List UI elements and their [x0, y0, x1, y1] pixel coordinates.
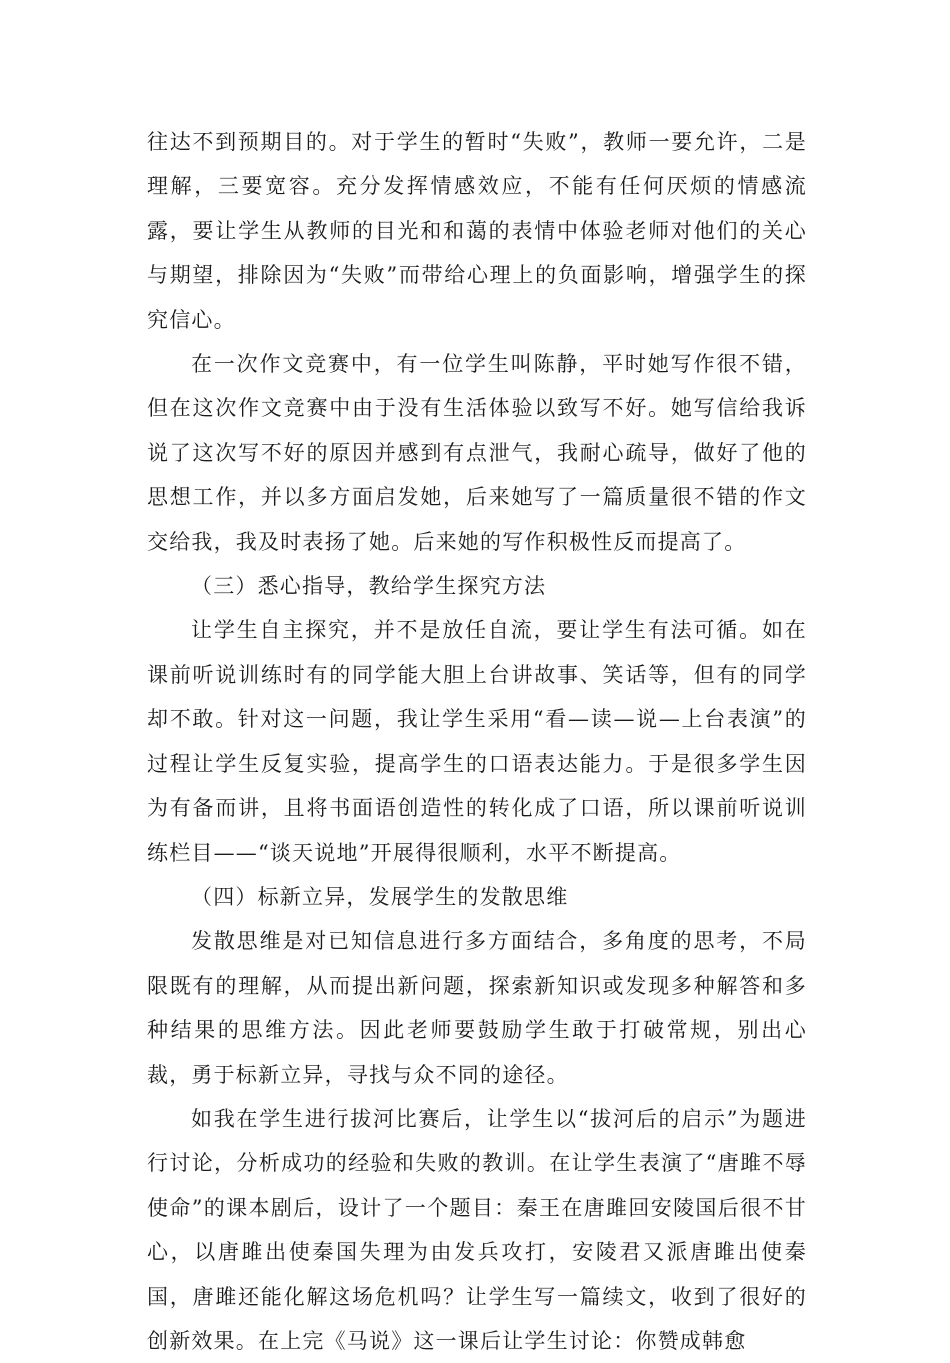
paragraph-guided-inquiry: 让学生自主探究，并不是放任自流，要让学生有法可循。如在课前听说训练时有的同学能大胆上台讲故事、笑话等，但有的同学却不敢。针对这一问题，我让学生采用“看—读—说—上台表演”的过程让学生反复实验，提高学生的口语表达能力。于是很多学生因为有备而讲，且将书面语创造性的转化成了口语，所以课前听说训练栏目——“谈天说地”开展得很顺利，水平不断提高。 — [147, 618, 807, 865]
paragraph-continuation: 往达不到预期目的。对于学生的暂时“失败”，教师一要允许，二是理解，三要宽容。充分发挥情感效应，不能有任何厌烦的情感流露，要让学生从教师的目光和和蔼的表情中体验老师对他们的关心与期望，排除因为“失败”而带给心理上的负面影响，增强学生的探究信心。 — [147, 130, 807, 332]
paragraph-essay-contest: 在一次作文竞赛中，有一位学生叫陈静，平时她写作很不错，但在这次作文竞赛中由于没有生活体验以致写不好。她写信给我诉说了这次写不好的原因并感到有点泄气，我耐心疏导，做好了他的思想工作，并以多方面启发她，后来她写了一篇质量很不错的作文交给我，我及时表扬了她。后来她的写作积极性反而提高了。 — [147, 352, 807, 554]
document-body — [147, 120, 807, 1363]
paragraph-divergent-thinking: 发散思维是对已知信息进行多方面结合，多角度的思考，不局限既有的理解，从而提出新问题，探索新知识或发现多种解答和多种结果的思维方法。因此老师要鼓励学生敢于打破常规，别出心裁，勇于标新立异，寻找与众不同的途径。 — [147, 929, 807, 1087]
section-heading-four: （四）标新立异，发展学生的发散思维 — [191, 884, 569, 909]
section-heading-three: （三）悉心指导，教给学生探究方法 — [191, 574, 547, 599]
paragraph-tug-of-war-example: 如我在学生进行拔河比赛后，让学生以“拔河后的启示”为题进行讨论，分析成功的经验和失败的教训。在让学生表演了“唐雎不辱使命”的课本剧后，设计了一个题目：秦王在唐雎回安陵国后很不甘心，以唐雎出使秦国失理为由发兵攻打，安陵君又派唐雎出使秦国，唐雎还能化解这场危机吗？让学生写一篇续文，收到了很好的创新效果。在上完《马说》这一课后让学生讨论：你赞成韩愈 — [147, 1106, 807, 1353]
